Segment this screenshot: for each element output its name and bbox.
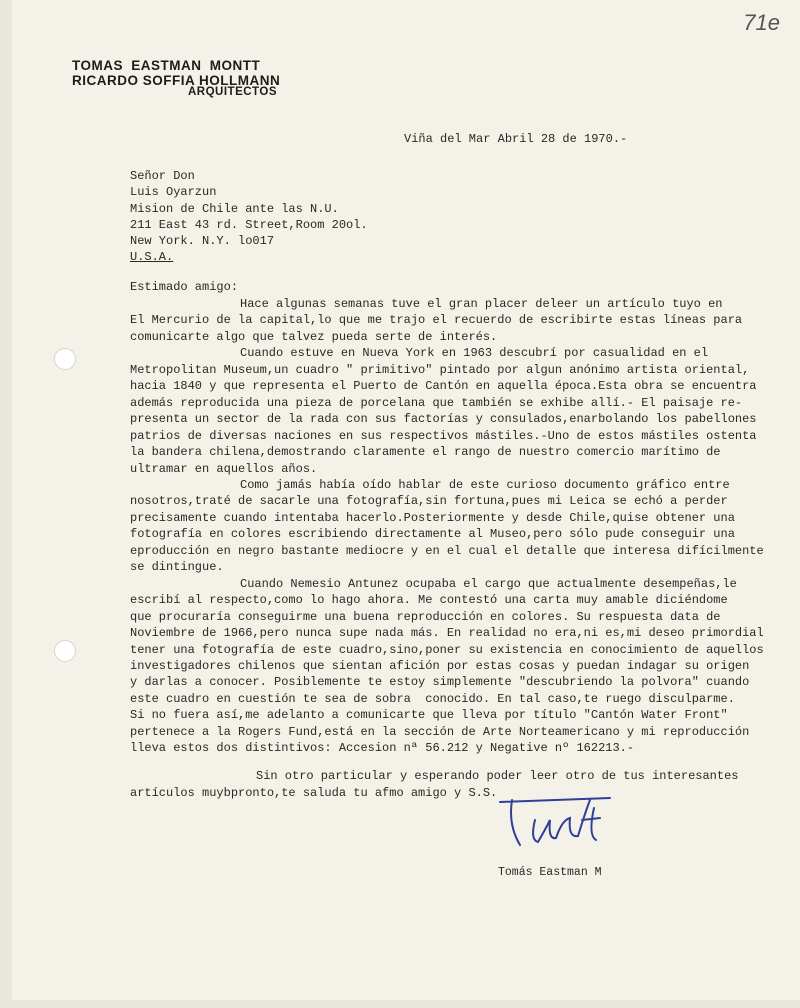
address-line: U.S.A.	[130, 250, 174, 265]
address-line: Luis Oyarzun	[130, 185, 217, 200]
letterhead-name-2: RICARDO SOFFIA HOLLMANN	[72, 73, 281, 88]
body-line: además reproducida una pieza de porcelana que también se exhibe allí.- El paisaje re-	[130, 395, 743, 410]
address-line: 211 East 43 rd. Street,Room 20ol.	[130, 217, 368, 232]
body-line: este cuadro en cuestión te sea de sobra conocido. En tal caso,te ruego disculparme.	[130, 691, 735, 706]
letter-body	[130, 296, 764, 757]
body-line: investigadores chilenos que sientan afición por estas cosas y puedan indagar su origen	[130, 658, 750, 673]
body-line: Si no fuera así,me adelanto a comunicarte que lleva por título "Cantón Water Front"	[130, 708, 728, 723]
body-line: Hace algunas semanas tuve el gran placer deleer un artículo tuyo en	[240, 297, 723, 311]
body-line: El Mercurio de la capital,lo que me trajo el recuerdo de escribirte estas líneas para	[130, 313, 743, 328]
punch-hole	[54, 348, 76, 370]
letter-date: Viña del Mar Abril 28 de 1970.-	[404, 132, 628, 146]
typed-signature-name: Tomás Eastman M	[498, 866, 602, 879]
body-line: pertenece a la Rogers Fund,está en la sección de Arte Norteamericano y mi reproducción	[130, 724, 750, 739]
body-line: tener una fotografía de este cuadro,sino,poner su existencia en conocimiento de aquellos	[130, 642, 764, 657]
punch-hole	[54, 640, 76, 662]
letter-page	[12, 0, 800, 1000]
greeting: Estimado amigo:	[130, 280, 239, 294]
body-line: Como jamás había oído hablar de este curioso documento gráfico entre	[240, 477, 730, 492]
body-line: ultramar en aquellos años.	[130, 461, 318, 476]
body-line: Cuando Nemesio Antunez ocupaba el cargo que actualmente desempeñas,le	[240, 576, 737, 591]
closing-line: Sin otro particular y esperando poder leer otro de tus interesantes	[256, 769, 739, 783]
body-line: fotografía en colores escribiendo directamente al Museo,pero sólo pude conseguir una	[130, 527, 735, 542]
body-line: escribí al respecto,como lo hago ahora. Me contestó una carta muy amable diciéndome	[130, 593, 728, 608]
body-line: comunicarte algo que talvez pueda serte de interés.	[130, 329, 498, 344]
body-line: nosotros,traté de sacarle una fotografía,sin fortuna,pues mi Leica se echó a perder	[130, 494, 728, 509]
closing-line: artículos muybpronto,te saluda tu afmo amigo y S.S.	[130, 785, 498, 800]
body-line: precisamente cuando intentaba hacerlo.Posteriormente y desde Chile,quise obtener una	[130, 510, 735, 525]
body-line: patrios de diversas naciones en sus respectivos mástiles.-Uno de estos mástiles ostenta	[130, 428, 757, 443]
body-line: se dintingue.	[130, 560, 224, 575]
page-number-mark: 71e	[743, 10, 780, 35]
body-line: Cuando estuve en Nueva York en 1963 descubrí por casualidad en el	[240, 346, 709, 361]
body-line: la bandera chilena,demostrando claramente el rango de nuestro comercio marítimo de	[130, 445, 721, 460]
body-line: y darlas a conocer. Posiblemente te estoy simplemente "descubriendo la polvora" cuando	[130, 675, 750, 690]
body-line: lleva estos dos distintivos: Accesion nª 56.212 y Negative nº 162213.-	[130, 741, 635, 756]
body-line: hacia 1840 y que representa el Puerto de Cantón en aquella época.Esta obra se encuentra	[130, 379, 757, 394]
address-line: New York. N.Y. lo017	[130, 234, 275, 249]
address-line: Señor Don	[130, 169, 195, 183]
body-line: Metropolitan Museum,un cuadro " primitivo" pintado por algun anónimo artista oriental,	[130, 362, 750, 377]
letterhead-profession: ARQUITECTOS	[188, 86, 277, 98]
closing	[130, 768, 738, 801]
address-line: Mision de Chile ante las N.U.	[130, 201, 339, 216]
body-line: Noviembre de 1966,pero nunca supe nada más. En realidad no era,ni es,mi deseo primordial	[130, 626, 764, 641]
body-line: presenta un sector de la rada con sus factorías y consulados,enarbolando los pabellones	[130, 412, 757, 427]
handwritten-signature	[490, 790, 640, 860]
recipient-address	[130, 168, 368, 266]
body-line: que procuraría conseguirme una buena reproducción en colores. Su respuesta data de	[130, 609, 721, 624]
letterhead-name-1: TOMAS EASTMAN MONTT	[72, 58, 261, 73]
body-line: eproducción en negro bastante mediocre y en el cual el detalle que interesa difícilmente	[130, 543, 764, 558]
